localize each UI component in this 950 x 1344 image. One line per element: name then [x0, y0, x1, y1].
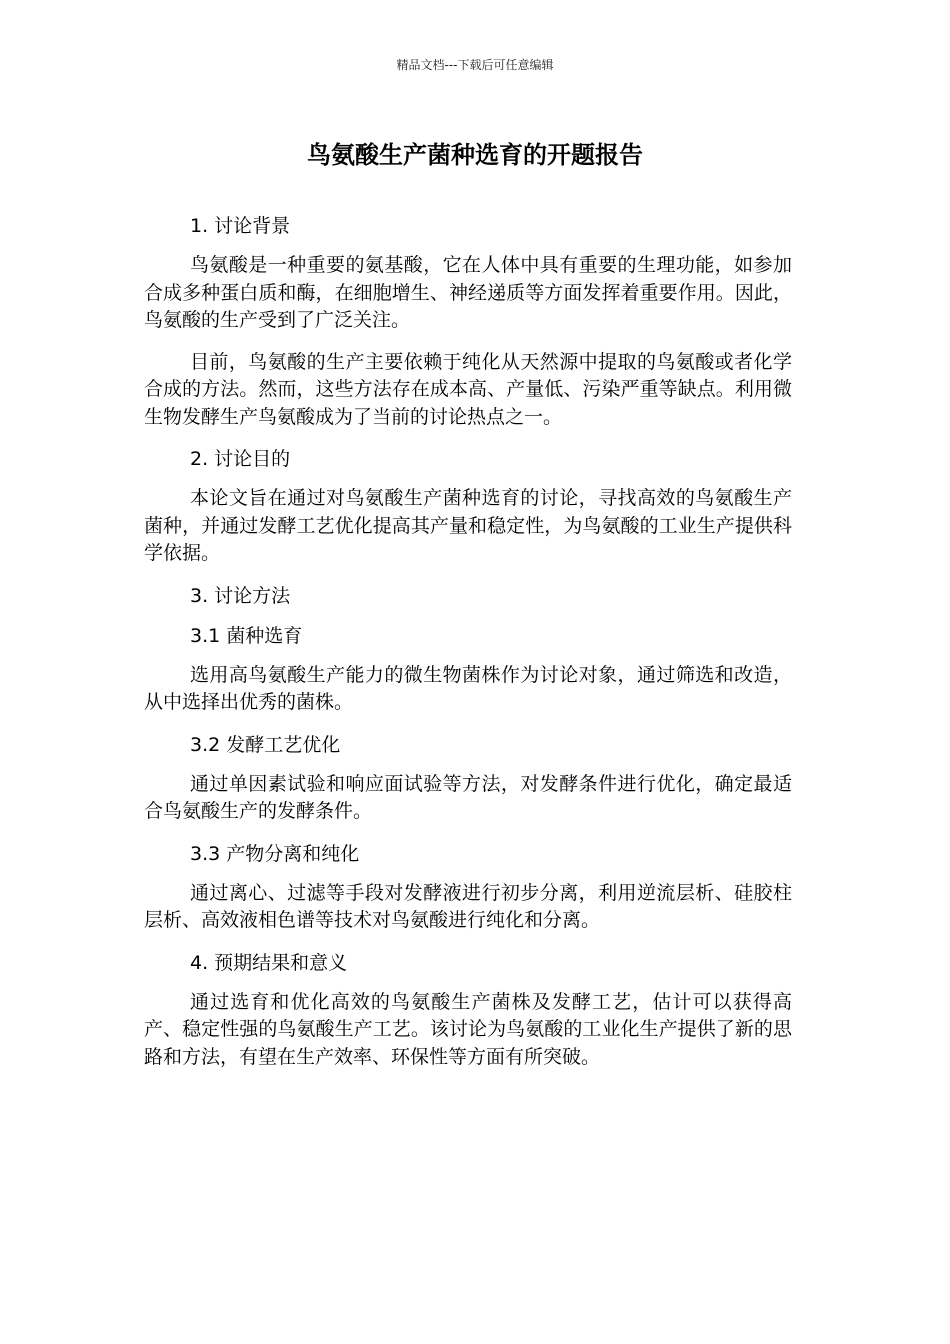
section-background [144, 212, 792, 431]
section-heading: 2. 讨论目的 [190, 448, 291, 470]
section-fermentation-optimization [144, 731, 792, 826]
section-heading: 1. 讨论背景 [190, 215, 291, 237]
section-methods [144, 582, 792, 610]
subsection-heading: 3.1 菌种选育 [190, 624, 303, 647]
section-purpose [144, 445, 792, 568]
subsection-heading: 3.3 产物分离和纯化 [190, 842, 360, 865]
page-header: 精品文档---下载后可任意编辑 [396, 58, 554, 72]
body-paragraph: 通过选育和优化高效的鸟氨酸生产菌株及发酵工艺，估计可以获得高产、稳定性强的鸟氨酸生产工艺。该讨论为鸟氨酸的工业化生产提供了新的思路和方法，有望在生产效率、环保性等方面有所突破。 [144, 990, 792, 1068]
body-paragraph: 通过离心、过滤等手段对发酵液进行初步分离，利用逆流层析、硅胶柱层析、高效液相色谱等技术对鸟氨酸进行纯化和分离。 [144, 881, 792, 931]
section-strain-breeding [144, 622, 792, 717]
document-body [144, 212, 792, 1085]
body-paragraph: 目前，鸟氨酸的生产主要依赖于纯化从天然源中提取的鸟氨酸或者化学合成的方法。然而，这些方法存在成本高、产量低、污染严重等缺点。利用微生物发酵生产鸟氨酸成为了当前的讨论热点之一。 [144, 350, 792, 428]
section-expected-results [144, 949, 792, 1072]
body-paragraph: 鸟氨酸是一种重要的氨基酸，它在人体中具有重要的生理功能，如参加合成多种蛋白质和酶，在细胞增生、神经递质等方面发挥着重要作用。因此，鸟氨酸的生产受到了广泛关注。 [144, 254, 792, 331]
section-heading: 4. 预期结果和意义 [190, 951, 348, 974]
body-paragraph: 本论文旨在通过对鸟氨酸生产菌种选育的讨论，寻找高效的鸟氨酸生产菌种，并通过发酵工艺优化提高其产量和稳定性，为鸟氨酸的工业生产提供科学依据。 [144, 487, 792, 564]
section-separation-purification [144, 840, 792, 935]
document-title: 鸟氨酸生产菌种选育的开题报告 [307, 141, 643, 169]
subsection-heading: 3.2 发酵工艺优化 [190, 733, 341, 756]
body-paragraph: 通过单因素试验和响应面试验等方法，对发酵条件进行优化，确定最适合鸟氨酸生产的发酵条件。 [144, 772, 792, 822]
section-heading: 3. 讨论方法 [190, 584, 291, 607]
body-paragraph: 选用高鸟氨酸生产能力的微生物菌株作为讨论对象，通过筛选和改造，从中选择出优秀的菌株。 [144, 663, 792, 713]
